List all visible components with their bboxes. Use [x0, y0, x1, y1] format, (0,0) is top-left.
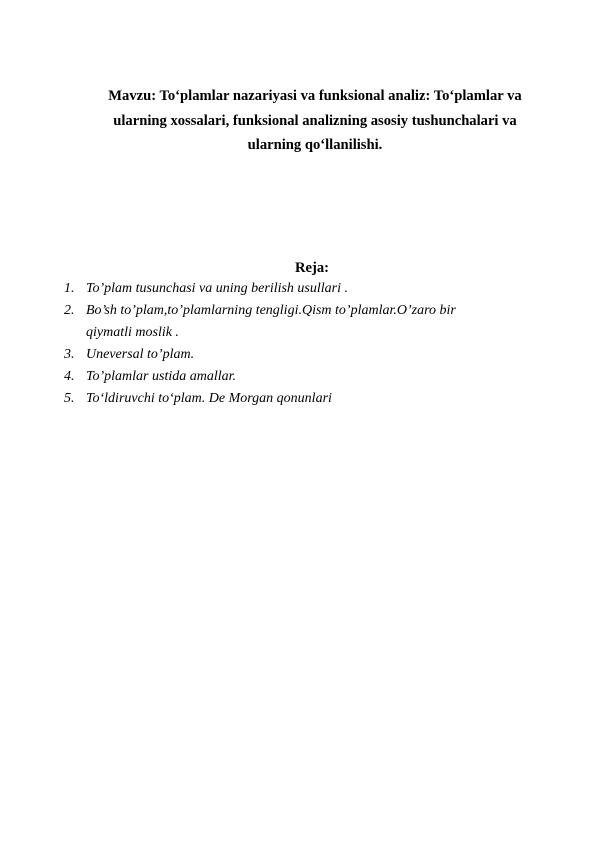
plan-item-line: To’plamlar ustida amallar.	[86, 369, 237, 384]
plan-item-number: 5.	[64, 391, 75, 406]
plan-item-text	[86, 366, 544, 388]
document-title	[70, 84, 560, 158]
title-line-3: ularning qo‘llanilishi.	[247, 137, 383, 153]
plan-item-2	[64, 300, 544, 344]
plan-item-text	[86, 278, 544, 300]
plan-item-3	[64, 344, 544, 366]
plan-item-line: To‘ldiruvchi to‘plam. De Morgan qonunlari	[86, 391, 332, 406]
plan-item-number: 4.	[64, 369, 75, 384]
plan-item-line: Bo’sh to’plam,to’plamlarning tengligi.Qism to’plamlar.O’zaro bir	[86, 303, 456, 318]
plan-item-line: Uneversal to’plam.	[86, 347, 195, 362]
plan-item-1	[64, 278, 544, 300]
title-line-2: ularning xossalari, funksional analizning asosiy tushunchalari va	[113, 112, 517, 129]
plan-item-text	[86, 300, 544, 344]
plan-item-number: 2.	[64, 303, 75, 318]
plan-item-line: To’plam tusunchasi va uning berilish usullari .	[86, 281, 349, 296]
plan-item-text	[86, 344, 544, 366]
plan-item-number: 3.	[64, 347, 75, 362]
plan-item-number: 1.	[64, 281, 75, 296]
plan-heading: Reja:	[294, 260, 330, 276]
plan-list	[64, 278, 544, 410]
plan-item-text	[86, 388, 544, 410]
title-line-1: Mavzu: To‘plamlar nazariyasi va funksional analiz: To‘plamlar va	[108, 88, 522, 104]
plan-item-5	[64, 388, 544, 410]
plan-item-line: qiymatli moslik .	[86, 325, 179, 340]
plan-item-4	[64, 366, 544, 388]
